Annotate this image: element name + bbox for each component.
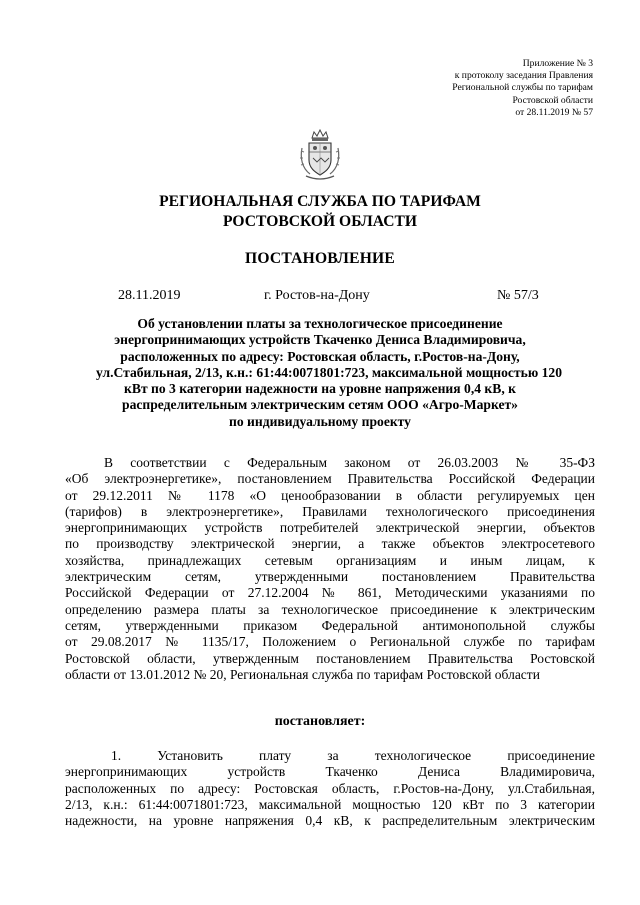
document-date: 28.11.2019 — [118, 288, 181, 303]
preamble-line: Российской Федерации от 27.12.2004 № 861, Методическими указаниями по — [65, 585, 595, 601]
coat-of-arms-icon — [298, 128, 342, 182]
item-line: расположенных по адресу: Ростовская область, г.Ростов-на-Дону, ул.Стабильная, — [65, 780, 595, 796]
subject-line: распределительным электрическим сетям ООО «Агро-Маркет» — [122, 397, 518, 413]
subject-line: кВт по 3 категории надежности на уровне напряжения 0,4 кВ, к — [124, 381, 516, 397]
appendix-line: к протоколу заседания Правления — [454, 70, 593, 82]
item-line: энергопринимающих устройств Ткаченко Дениса Владимировича, — [65, 764, 595, 780]
subject-line: ул.Стабильная, 2/13, к.н.: 61:44:0071801:723, максимальной мощностью 120 — [96, 364, 563, 380]
item-line: 2/13, к.н.: 61:44:0071801:723, максимальной мощностью 120 кВт по 3 категории — [65, 796, 595, 812]
subject-line: расположенных по адресу: Ростовская область, г.Ростов-на-Дону, — [120, 348, 520, 364]
document-number: № 57/3 — [497, 288, 539, 303]
preamble-line: «Об электроэнергетике», постановлением Правительства Российской Федерации — [65, 471, 595, 487]
resolution-heading: постановляет: — [274, 714, 366, 729]
organization-name: РЕГИОНАЛЬНАЯ СЛУЖБА ПО ТАРИФАМ — [159, 193, 481, 210]
item-line: 1. Установить плату за технологическое присоединение — [111, 748, 595, 763]
preamble-line: Ростовской области, утвержденным постановлением Правительства Ростовской — [65, 650, 595, 666]
preamble-line: сетям, утвержденными приказом Федеральной антимонопольной службы — [65, 617, 595, 633]
preamble-paragraph — [65, 455, 595, 683]
preamble-line: области от 13.01.2012 № 20, Региональная служба по тарифам Ростовской области — [65, 666, 540, 682]
subject-line: по индивидуальному проекту — [229, 413, 411, 429]
preamble-line: хозяйства, принадлежащих сетевым организациям и иным лицам, к — [65, 552, 595, 568]
subject-line: энергопринимающих устройств Ткаченко Дениса Владимировича, — [114, 332, 526, 348]
preamble-line: В соответствии с Федеральным законом от 26.03.2003 № 35-ФЗ — [104, 455, 595, 470]
document-subject — [96, 316, 563, 430]
appendix-line: Приложение № 3 — [522, 58, 593, 69]
subject-line: Об установлении платы за технологическое присоединение — [137, 316, 503, 331]
preamble-line: (тарифов) в электроэнергетике», Правилами технологического присоединения — [65, 503, 595, 519]
appendix-note — [333, 58, 593, 119]
preamble-line: электрическим сетям, утвержденными постановлением Правительства — [65, 569, 595, 585]
appendix-line: от 28.11.2019 № 57 — [515, 106, 593, 118]
preamble-line: энергопринимающих устройств потребителей электрической энергии, объектов — [65, 520, 595, 536]
document-city: г. Ростов-на-Дону — [264, 288, 370, 303]
document-type: ПОСТАНОВЛЕНИЕ — [245, 250, 395, 267]
organization-region: РОСТОВСКОЙ ОБЛАСТИ — [222, 213, 418, 230]
preamble-line: от 29.08.2017 № 1135/17, Положением о Региональной службе по тарифам — [65, 634, 595, 650]
item-line: надежности, на уровне напряжения 0,4 кВ, к распределительным электрическим — [65, 813, 595, 829]
preamble-line: по производству электрической энергии, а также объектов электросетевого — [65, 536, 595, 552]
resolution-item-1 — [65, 748, 595, 829]
preamble-line: определению размера платы за технологическое присоединение к электрическим — [65, 601, 595, 617]
appendix-line: Ростовской области — [512, 94, 593, 106]
appendix-line: Региональной службы по тарифам — [452, 82, 593, 94]
preamble-line: от 29.12.2011 № 1178 «О ценообразовании в области регулируемых цен — [65, 487, 595, 503]
